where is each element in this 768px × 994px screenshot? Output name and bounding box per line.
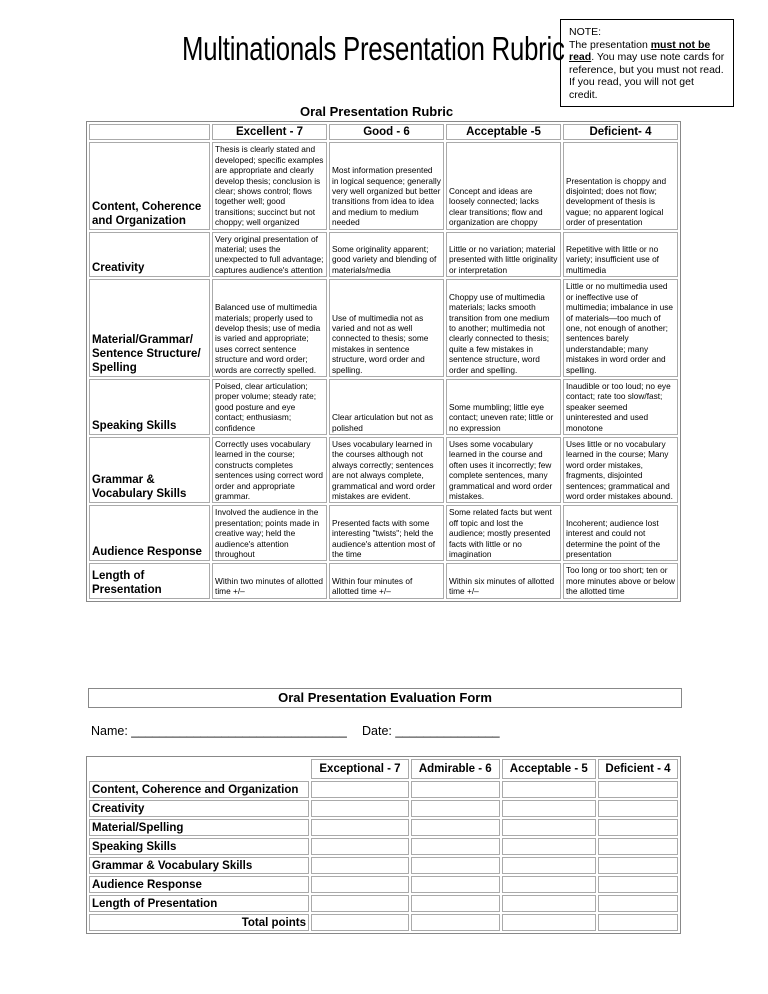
score-cell[interactable] — [598, 895, 678, 912]
document-title: Multinationals Presentation Rubric — [182, 30, 565, 67]
rubric-cell: Concept and ideas are loosely connected; lacks clear transitions; flow and organization are choppy — [446, 142, 561, 229]
rubric-category: Audience Response — [89, 505, 210, 561]
score-cell[interactable] — [502, 876, 596, 893]
rubric-cell: Balanced use of multimedia materials; properly used to develop thesis; use of media is varied and appropriate; uses correct sentence structure and word order; words are correctly spelled. — [212, 279, 327, 377]
rubric-table — [86, 121, 681, 602]
score-cell[interactable] — [311, 895, 409, 912]
rubric-cell: Too long or too short; ten or more minutes above or below the allotted time — [563, 563, 678, 598]
rubric-header: Deficient- 4 — [563, 124, 678, 140]
evaluation-header-row — [89, 759, 678, 779]
rubric-header: Good - 6 — [329, 124, 444, 140]
evaluation-row-label: Length of Presentation — [89, 895, 309, 912]
score-cell[interactable] — [598, 781, 678, 798]
rubric-cell: Poised, clear articulation; proper volume; steady rate; good posture and eye contact; enthusiasm; confidence — [212, 379, 327, 435]
rubric-row — [89, 563, 678, 598]
rubric-category: Speaking Skills — [89, 379, 210, 435]
evaluation-row — [89, 838, 678, 855]
evaluation-row-label: Grammar & Vocabulary Skills — [89, 857, 309, 874]
rubric-cell: Correctly uses vocabulary learned in the course; constructs completes sentences using correct word order and appropriate grammar. — [212, 437, 327, 503]
rubric-cell: Repetitive with little or no variety; insufficient use of multimedia — [563, 232, 678, 278]
note-heading: NOTE: — [569, 26, 602, 38]
rubric-cell: Within two minutes of allotted time +/– — [212, 563, 327, 598]
score-cell[interactable] — [311, 800, 409, 817]
score-cell[interactable] — [311, 819, 409, 836]
rubric-row — [89, 232, 678, 278]
score-cell[interactable] — [311, 838, 409, 855]
score-cell[interactable] — [502, 857, 596, 874]
score-cell[interactable] — [502, 838, 596, 855]
rubric-cell: Clear articulation but not as polished — [329, 379, 444, 435]
evaluation-table — [86, 756, 681, 934]
evaluation-row-label: Creativity — [89, 800, 309, 817]
rubric-cell: Some related facts but went off topic and lost the audience; mostly presented facts with little or no imagination — [446, 505, 561, 561]
total-points-label: Total points — [89, 914, 309, 931]
evaluation-form-title: Oral Presentation Evaluation Form — [88, 688, 682, 708]
evaluation-row — [89, 876, 678, 893]
name-field: Name: _______________________________ — [91, 724, 347, 738]
rubric-cell: Uses some vocabulary learned in the course and often uses it incorrectly; few complete sentences, many grammatical and word order mistakes. — [446, 437, 561, 503]
evaluation-header-corner — [89, 759, 309, 779]
rubric-cell: Some mumbling; little eye contact; uneven rate; little or no expression — [446, 379, 561, 435]
rubric-cell: Within six minutes of allotted time +/– — [446, 563, 561, 598]
rubric-row — [89, 379, 678, 435]
rubric-cell: Thesis is clearly stated and developed; specific examples are appropriate and clearly develop thesis; conclusion is clear; shows control; flows together well; good transitions; succinct but not choppy; well organized — [212, 142, 327, 229]
evaluation-row — [89, 895, 678, 912]
rubric-cell: Inaudible or too loud; no eye contact; rate too slow/fast; speaker seemed uninterested and used monotone — [563, 379, 678, 435]
score-cell[interactable] — [311, 857, 409, 874]
score-cell[interactable] — [311, 781, 409, 798]
note-text: The presentation must not be read. You may use note cards for reference, but you must not read. If you read, you will not get credit. — [569, 38, 725, 101]
rubric-row — [89, 505, 678, 561]
score-cell[interactable] — [411, 895, 500, 912]
date-field: Date: _______________ — [362, 724, 500, 738]
evaluation-row-label: Audience Response — [89, 876, 309, 893]
score-cell[interactable] — [411, 876, 500, 893]
rubric-cell: Very original presentation of material; uses the unexpected to full advantage; captures audience's attention — [212, 232, 327, 278]
rubric-category: Creativity — [89, 232, 210, 278]
rubric-cell: Choppy use of multimedia materials; lacks smooth transition from one medium to another; multimedia not clearly connected to thesis; quite a few mistakes in sentence structure, word order and spelling. — [446, 279, 561, 377]
rubric-cell: Within four minutes of allotted time +/– — [329, 563, 444, 598]
rubric-cell: Most information presented in logical sequence; generally very well organized but better transitions from idea to idea and medium to medium needed — [329, 142, 444, 229]
score-cell[interactable] — [598, 800, 678, 817]
note-emphasis: must not be read — [569, 38, 711, 64]
rubric-row — [89, 437, 678, 503]
rubric-cell: Little or no multimedia used or ineffective use of multimedia; imbalance in use of materials—too much of one, not enough of another; sentences barely understandable; many mistakes in word order and spelling. — [563, 279, 678, 377]
score-cell[interactable] — [502, 895, 596, 912]
score-cell[interactable] — [411, 781, 500, 798]
score-cell[interactable] — [411, 838, 500, 855]
evaluation-header: Admirable - 6 — [411, 759, 500, 779]
rubric-category: Material/Grammar/ Sentence Structure/ Spelling — [89, 279, 210, 377]
evaluation-header: Acceptable - 5 — [502, 759, 596, 779]
rubric-cell: Incoherent; audience lost interest and could not determine the point of the presentation — [563, 505, 678, 561]
total-score-cell[interactable] — [598, 914, 678, 931]
rubric-cell: Uses vocabulary learned in the courses although not always correctly; sentences are not always complete, grammatical and word order mistakes are evident. — [329, 437, 444, 503]
evaluation-header: Exceptional - 7 — [311, 759, 409, 779]
score-cell[interactable] — [598, 857, 678, 874]
evaluation-row — [89, 857, 678, 874]
rubric-header-row — [89, 124, 678, 140]
rubric-header: Excellent - 7 — [212, 124, 327, 140]
evaluation-row-label: Content, Coherence and Organization — [89, 781, 309, 798]
evaluation-row — [89, 781, 678, 798]
total-score-cell[interactable] — [411, 914, 500, 931]
score-cell[interactable] — [598, 819, 678, 836]
evaluation-row-label: Speaking Skills — [89, 838, 309, 855]
rubric-category: Grammar & Vocabulary Skills — [89, 437, 210, 503]
evaluation-total-row — [89, 914, 678, 931]
rubric-category: Length of Presentation — [89, 563, 210, 598]
evaluation-row-label: Material/Spelling — [89, 819, 309, 836]
evaluation-row — [89, 800, 678, 817]
score-cell[interactable] — [598, 876, 678, 893]
total-score-cell[interactable] — [311, 914, 409, 931]
rubric-cell: Involved the audience in the presentation; points made in creative way; held the audience's attention throughout — [212, 505, 327, 561]
score-cell[interactable] — [502, 781, 596, 798]
score-cell[interactable] — [502, 800, 596, 817]
rubric-cell: Use of multimedia not as varied and not as well connected to thesis; some mistakes in sentence structure, word order and spelling. — [329, 279, 444, 377]
rubric-header: Acceptable -5 — [446, 124, 561, 140]
score-cell[interactable] — [311, 876, 409, 893]
score-cell[interactable] — [411, 800, 500, 817]
rubric-row — [89, 142, 678, 229]
rubric-header-corner — [89, 124, 210, 140]
rubric-category: Content, Coherence and Organization — [89, 142, 210, 229]
score-cell[interactable] — [411, 819, 500, 836]
rubric-cell: Some originality apparent; good variety and blending of materials/media — [329, 232, 444, 278]
rubric-title: Oral Presentation Rubric — [300, 104, 454, 119]
evaluation-row — [89, 819, 678, 836]
score-cell[interactable] — [411, 857, 500, 874]
rubric-cell: Presentation is choppy and disjointed; does not flow; development of thesis is vague; no apparent logical order of presentation — [563, 142, 678, 229]
score-cell[interactable] — [598, 838, 678, 855]
evaluation-header: Deficient - 4 — [598, 759, 678, 779]
note-box — [560, 19, 734, 107]
rubric-row — [89, 279, 678, 377]
rubric-cell: Uses little or no vocabulary learned in the course; Many word order mistakes, fragments, disjointed sentences; grammatical and word order mistakes abound. — [563, 437, 678, 503]
rubric-cell: Little or no variation; material presented with little originality or interpretation — [446, 232, 561, 278]
total-score-cell[interactable] — [502, 914, 596, 931]
score-cell[interactable] — [502, 819, 596, 836]
rubric-cell: Presented facts with some interesting "twists"; held the audience's attention most of the time — [329, 505, 444, 561]
